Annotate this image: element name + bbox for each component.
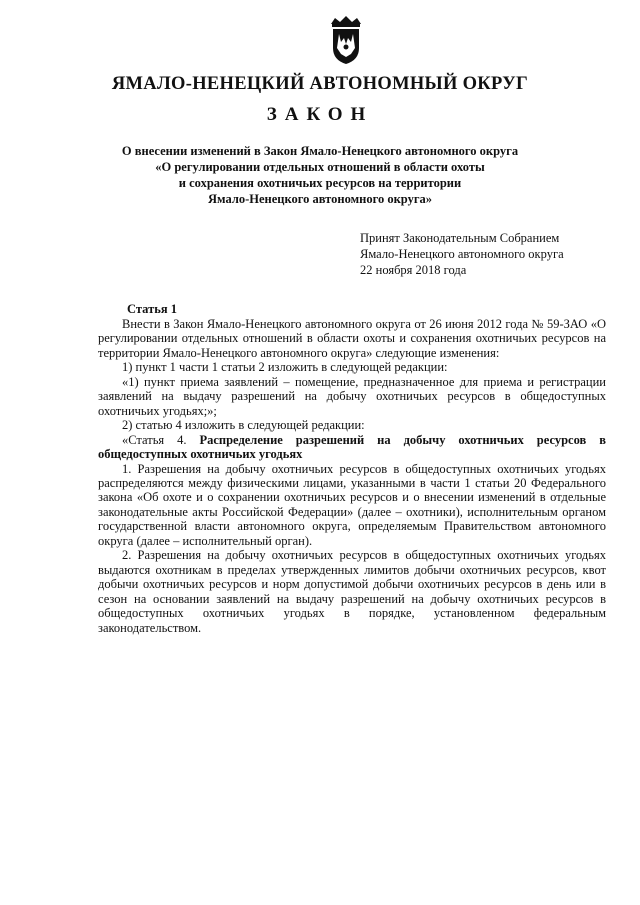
law-title-line: О внесении изменений в Закон Ямало-Ненецкого автономного округа <box>121 144 519 158</box>
article-heading: Статья 1 <box>127 302 177 316</box>
law-title <box>0 143 640 207</box>
coat-of-arms-icon <box>325 14 367 66</box>
paragraph-item-1-text: «1) пункт приема заявлений – помещение, предназначенное для приема и регистрации заявлений на выдачу разрешений на добычу охотничьих ресурсов в общедоступных охотничьих угодьях;»; <box>98 374 606 418</box>
article-4-label: «Статья 4. <box>122 432 200 447</box>
paragraph-item-1: 1) пункт 1 части 1 статьи 2 изложить в следующей редакции: <box>122 360 448 375</box>
region-name: ЯМАЛО-НЕНЕЦКИЙ АВТОНОМНЫЙ ОКРУГ <box>111 74 529 94</box>
paragraph-part-2: 2. Разрешения на добычу охотничьих ресурсов в общедоступных охотничьих угодьях выдаются охотникам в пределах утвержденных лимитов добычи охотничьих ресурсов, квот добычи охотничьих ресурсов и норм допустимой добычи охотничьих ресурсов в день или в сезон на основании заявлений на выдачу разрешений на добычу охотничьих ресурсов в общедоступных охотничьих угодьях в порядке, установленном федеральным законодательством. <box>98 548 606 635</box>
paragraph-part-1: 1. Разрешения на добычу охотничьих ресурсов в общедоступных охотничьих угодьях распределяются между физическими лицами, указанными в части 1 статьи 20 Федерального закона «Об охоте и о сохранении охотничьих ресурсов и о внесении изменений в отдельные законодательные акты Российской Федерации» (далее – охотники), исполнительным органом государственной власти автономного округа, определяемым Правительством автономного округа (далее – исполнительный орган). <box>98 461 606 548</box>
paragraph-intro: Внести в Закон Ямало-Ненецкого автономного округа от 26 июня 2012 года № 59-ЗАО «О регулировании отдельных отношений в области охоты и сохранения охотничьих ресурсов на территории Ямало-Ненецкого автономного округа» следующие изменения: <box>98 317 606 360</box>
paragraph-article-4-heading <box>98 433 606 462</box>
adoption-line: Ямало-Ненецкого автономного округа <box>360 247 564 261</box>
paragraph-item-2: 2) статью 4 изложить в следующей редакции: <box>122 418 365 433</box>
document-type: ЗАКОН <box>266 104 374 125</box>
adoption-date: 22 ноября 2018 года <box>360 263 467 277</box>
law-title-line: и сохранения охотничьих ресурсов на территории <box>178 176 462 190</box>
law-title-line: «О регулировании отдельных отношений в области охоты <box>155 160 485 174</box>
law-title-line: Ямало-Ненецкого автономного округа» <box>208 192 432 206</box>
article-4-title: Распределение разрешений на добычу охотничьих ресурсов в общедоступных охотничьих угодьях <box>98 432 606 462</box>
adoption-note <box>360 230 564 278</box>
adoption-line: Принят Законодательным Собранием <box>360 231 560 245</box>
article-body <box>98 317 606 635</box>
